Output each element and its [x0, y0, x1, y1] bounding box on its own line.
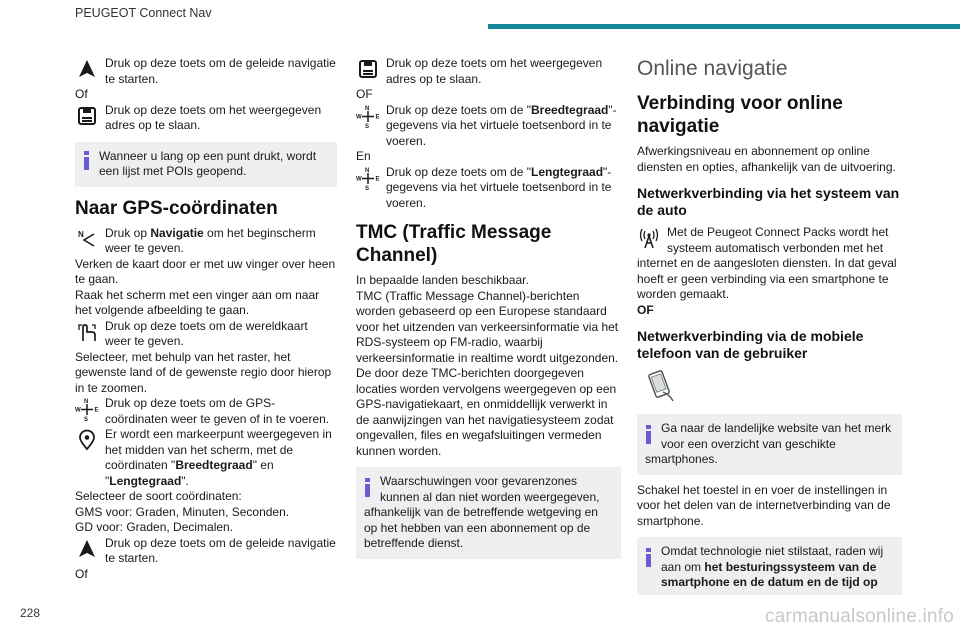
- gps-row: [75, 396, 337, 427]
- select-type-text: Selecteer de soort coördinaten:: [75, 489, 242, 503]
- warning-info-box: [356, 467, 621, 559]
- compass-icon: [75, 397, 99, 421]
- select-country-text: Selecteer, met behulp van het raster, het gewenste land of de gewenste regio door hierop in te zoomen.: [75, 349, 332, 395]
- section-heading-online: Verbinding voor online navigatie: [637, 93, 843, 137]
- svg-text:N: N: [365, 167, 370, 174]
- and-text: En: [356, 149, 371, 163]
- start-guidance-text-2: Druk op deze toets om de geleide navigatie te starten.: [105, 535, 336, 565]
- save-disk-icon: [356, 57, 380, 81]
- info-icon: [364, 476, 371, 497]
- svg-text:W: W: [356, 114, 362, 120]
- start-guidance-text: Druk op deze toets om de geleide navigatie te starten.: [105, 56, 336, 86]
- subheading-vehicle-network: Netwerkverbinding via het systeem van de auto: [637, 185, 900, 218]
- svg-text:E: E: [375, 114, 380, 120]
- header-accent-bar: [488, 24, 960, 29]
- longitude-text: Druk op deze toets om de "Lengtegraad"-gegevens via het virtuele toetsenbord in te voeren.: [386, 164, 612, 210]
- save-address-text-2: Druk op deze toets om het weergegeven adres op te slaan.: [386, 56, 603, 86]
- section-heading-gps: Naar GPS-coördinaten: [75, 197, 278, 219]
- column-2: [356, 56, 621, 567]
- marker-row: [75, 427, 337, 489]
- navigation-arrow-icon: [75, 537, 99, 561]
- navigation-text: Druk op Navigatie om het beginscherm weer te geven.: [105, 225, 316, 255]
- column-1: [75, 56, 337, 582]
- navigation-icon: [75, 227, 99, 251]
- latitude-row: [356, 103, 621, 150]
- info-icon: [645, 546, 652, 567]
- marker-text: Er wordt een markeerpunt weergegeven in het midden van het scherm, met de coördinaten "Breedtegraad" en "Lengtegraad".: [105, 427, 332, 488]
- compass-icon: [356, 104, 380, 128]
- svg-text:N: N: [78, 229, 84, 239]
- gms-text: GMS voor: Graden, Minuten, Seconden.: [75, 504, 290, 519]
- connect-packs-row: [637, 225, 902, 256]
- warning-text-rest: afhankelijk van de betreffende wetgeving en op het hebben van een abonnement op de betreffende dienst.: [364, 505, 598, 550]
- save-disk-icon: [75, 104, 99, 128]
- world-map-text: Druk op deze toets om de wereldkaart weer te geven.: [105, 318, 308, 348]
- running-header: PEUGEOT Connect Nav: [75, 6, 212, 20]
- save-address-text: Druk op deze toets om het weergegeven adres op te slaan.: [105, 102, 322, 132]
- info-icon: [83, 149, 90, 180]
- save-address-row-2: [356, 56, 621, 87]
- warning-text-first: Waarschuwingen voor gevarenzones kunnen al dan niet worden weergegeven,: [380, 474, 600, 504]
- or-text-2: Of: [75, 566, 88, 581]
- section-heading-tmc: TMC (Traffic Message Channel): [356, 222, 552, 266]
- explore-text: Verken de kaart door er met uw vinger over heen te gaan.: [75, 256, 336, 286]
- smartphone-icon: [643, 368, 679, 404]
- or-text: Of: [75, 87, 88, 101]
- info-box: [75, 142, 337, 187]
- tap-text: Raak het scherm met een vinger aan om naar het volgende afbeelding te gaan.: [75, 287, 320, 317]
- tmc-description-2: De door deze TMC-berichten doorgegeven locaties worden vervolgens weergegeven op een GPS-navigatiekaart, en onmiddellijk verwerkt in de aanwijzingen van het navigatiesysteem zodat ongevallen, files en wegafsluitingen vermeden kunnen worden.: [356, 366, 617, 458]
- tmc-description: TMC (Traffic Message Channel)-berichten worden gebaseerd op een Europese standaard voor het uitzenden van verkeersinformatie via het RDS-systeem op FM-radio, waarbij verkeersinformatie in realtime wordt uitgezonden.: [356, 288, 619, 365]
- svg-text:N: N: [365, 105, 370, 112]
- gd-text: GD voor: Graden, Decimalen.: [75, 520, 234, 534]
- longitude-row: [356, 165, 621, 212]
- compass-icon: [356, 166, 380, 190]
- svg-text:W: W: [356, 176, 362, 182]
- start-guidance-row-2: [75, 536, 337, 567]
- start-guidance-row: [75, 56, 337, 87]
- info-icon: [645, 423, 652, 444]
- svg-text:N: N: [84, 399, 89, 405]
- chapter-title: Online navigatie: [637, 57, 788, 80]
- latitude-text: Druk op deze toets om de "Breedtegraad"-gegevens via het virtuele toetsenbord in te voeren.: [386, 102, 617, 148]
- subheading-phone-network: Netwerkverbinding via de mobiele telefoon van de gebruiker: [637, 328, 864, 361]
- svg-text:E: E: [94, 407, 99, 414]
- gps-text: Druk op deze toets om de GPS-coördinaten weer te geven of in te voeren.: [105, 396, 330, 426]
- smartphone-info-rest: smartphones.: [645, 452, 718, 466]
- smartphone-info-box: [637, 414, 902, 475]
- connect-packs-text-rest: internet en de aangesloten diensten. In dat geval hoeft er geen verbinding via een smartphone te worden gemaakt.: [637, 256, 897, 301]
- column-3: [637, 56, 902, 603]
- navigation-arrow-icon: [75, 57, 99, 81]
- activate-text: Schakel het toestel in en voer de instellingen in voor het delen van de internetverbinding van de smartphone.: [637, 482, 891, 528]
- save-address-row: [75, 103, 337, 134]
- svg-text:E: E: [375, 176, 380, 182]
- svg-text:S: S: [84, 417, 89, 421]
- location-pin-icon: [75, 428, 99, 452]
- svg-text:W: W: [75, 407, 81, 414]
- level-text: Afwerkingsniveau en abonnement op online diensten en opties, afhankelijk van de uitvoering.: [637, 144, 896, 174]
- svg-text:S: S: [365, 123, 370, 128]
- navigation-row: [75, 226, 337, 257]
- info-text: Wanneer u lang op een punt drukt, wordt een lijst met POIs geopend.: [99, 148, 317, 178]
- world-map-row: [75, 319, 337, 350]
- watermark: carmanualsonline.info: [764, 606, 954, 627]
- or-text-4: OF: [637, 302, 654, 317]
- tmc-countries-text: In bepaalde landen beschikbaar.: [356, 273, 529, 287]
- svg-text:S: S: [365, 185, 370, 190]
- hand-touch-icon: [75, 320, 99, 344]
- antenna-signal-icon: [637, 226, 661, 250]
- connect-packs-text-first: Met de Peugeot Connect Packs wordt het systeem automatisch verbonden met het: [667, 225, 889, 255]
- page-number: 228: [20, 606, 41, 620]
- smartphone-info-first: Ga naar de landelijke website van het merk voor een overzicht van geschikte: [661, 421, 892, 451]
- or-text-3: OF: [356, 87, 373, 101]
- technology-text: Omdat technologie niet stilstaat, raden wij aan om het besturingssysteem van de smartphone en de datum en de tijd op: [661, 544, 884, 589]
- technology-info-box: [637, 537, 902, 595]
